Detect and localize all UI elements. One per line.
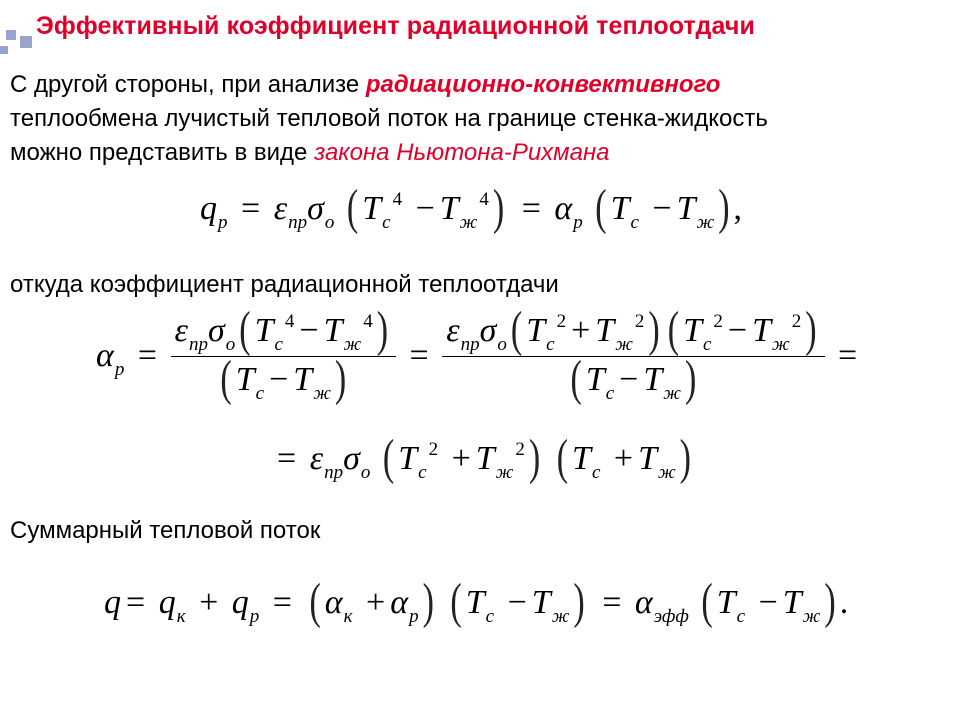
intro-line2-text: теплообмена лучистый тепловой поток на границе стенка-жидкость <box>10 105 768 132</box>
highlight-newton-law: закона Ньютона-Рихмана <box>314 139 610 166</box>
equation-alpha-radiation: $\alpha_р$ = $\frac{\varepsilon_{пр}\sigma_о ( T_с^4 - T_ж^4 )}{( T_с - T_ж )}$ = $\frac{\varepsilon_{пр}\sigma_о ( T_с^2 + T_ж^2 ) ( T_с^2 - T_ж^2 )}{( T_с - T_ж )}$ = <box>96 303 858 407</box>
equation-alpha-simplified: = $\varepsilon_{пр}\sigma_о$ ( $T_с^2 + T_ж^2$ ) ( $T_с + T_ж$ ) <box>277 431 691 486</box>
intro-paragraph <box>10 68 768 170</box>
slide-title: Эффективный коэффициент радиационной теплоотдачи <box>36 12 755 40</box>
paragraph-total-flux: Суммарный тепловой поток <box>10 517 321 544</box>
intro-line3-text: можно представить в виде <box>10 139 315 166</box>
fraction-1: $\frac{\varepsilon_{пр}\sigma_о ( T_с^4 - T_ж^4 )}{( T_с - T_ж )}$ <box>171 312 397 399</box>
paragraph-coefficient: откуда коэффициент радиационной теплоотдачи <box>10 271 559 298</box>
equation-total-flux: $q = q_к + q_р$ = ( $\alpha_к + \alpha_р$ ) ( $T_с - T_ж$ ) = $\alpha_{эфф}$ ( $T_с - T_ж$ ) . <box>104 575 849 630</box>
fraction-2: $\frac{\varepsilon_{пр}\sigma_о ( T_с^2 + T_ж^2 ) ( T_с^2 - T_ж^2 )}{( T_с - T_ж )}$ <box>442 312 824 399</box>
highlight-radiation-convective: радиационно-конвективного <box>365 71 721 98</box>
equation-newton-radiation: $q_р = \varepsilon_{пр}\sigma_о$ ( $T_с^4 - T_ж^4$ ) = $\alpha_р$ ( $T_с - T_ж$ ) , <box>200 181 743 236</box>
intro-line1-text: С другой стороны, при анализе <box>10 71 366 98</box>
